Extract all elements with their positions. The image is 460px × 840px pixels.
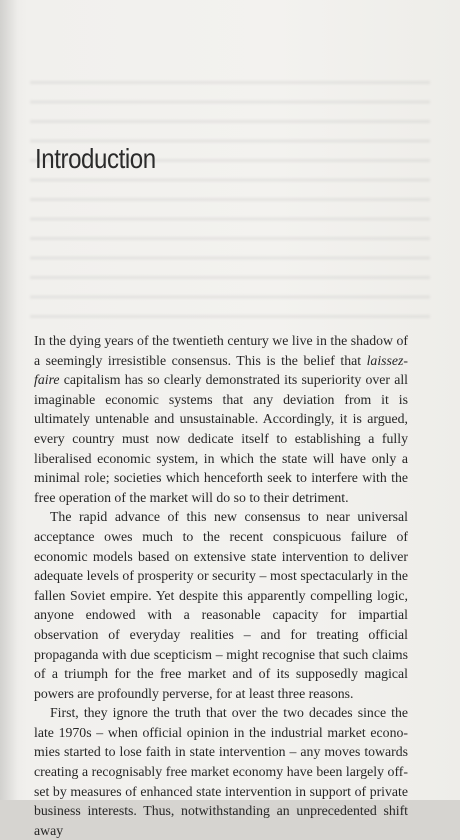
show-through-text xyxy=(30,70,430,320)
spine-shadow xyxy=(0,0,18,800)
body-text xyxy=(34,331,408,840)
paragraph-1 xyxy=(34,331,408,507)
paragraph-3: First, they ignore the truth that over the two decades since the late 1970s – when official opinion in the industrial market economies started to lose faith in state intervention – any moves towards creating a recognisably free market economy have been largely offset by measures of enhanced state intervention in support of private business interests. Thus, notwithstanding an unprecedented shift away xyxy=(34,705,408,838)
paragraph-2: The rapid advance of this new consensus to near universal acceptance owes much to the recent conspicuous failure of economic models based on extensive state intervention to deliver adequate levels of prosperity or security – most spectacularly in the fallen Soviet empire. Yet despite this apparently compelling logic, anyone endowed with a reasonable capacity for impartial observation of everyday realities – and for treating official propaganda with due scepticism – might recognise that such claims of a triumph for the free market and of its supposedly magical powers are profoundly perverse, for at least three reasons. xyxy=(34,509,408,701)
paragraph-1-end: capitalism has so clearly demonstrated its superiority over all imaginable economic systems that any deviation from it is ultimately untenable and unsustainable. Accordingly, it is argued, every country must now dedicate itself to establishing a fully liberalised economic system, in which the state will have only a minimal role; societies which henceforth seek to interfere with the free operation of the market will do so to their detriment. xyxy=(34,372,408,505)
paragraph-1-start: In the dying years of the twentieth century we live in the shadow of a seemingly irresistible consensus. This is the belief that xyxy=(34,333,408,368)
chapter-title: Introduction xyxy=(35,143,156,174)
paragraph-1-italic: laissez-faire xyxy=(34,352,408,388)
